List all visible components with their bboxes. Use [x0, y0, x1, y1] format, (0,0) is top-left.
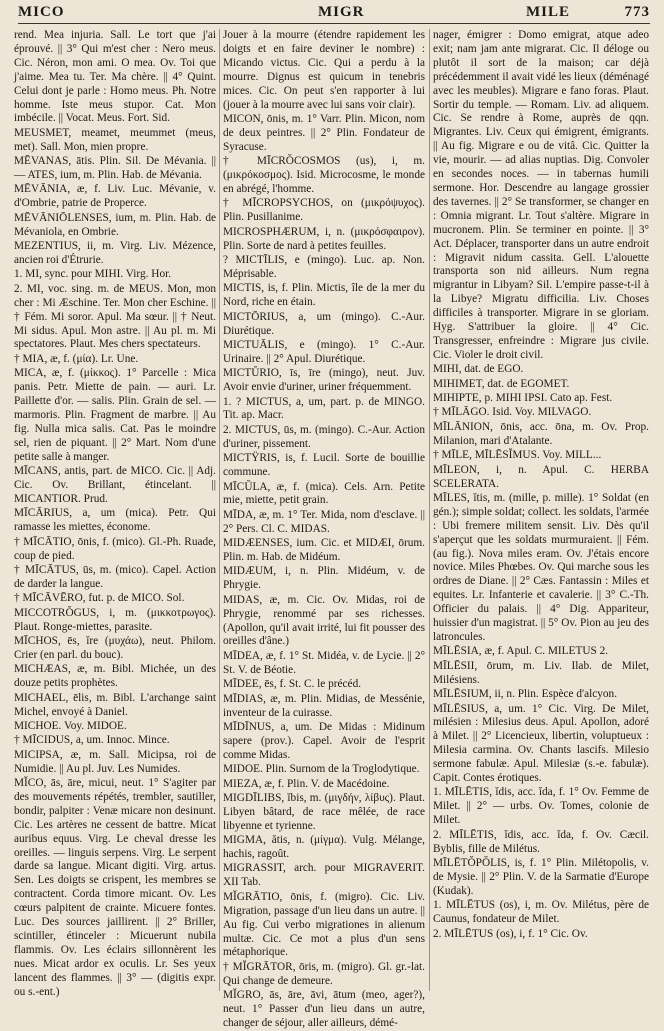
dictionary-entry: MĪLĒSIA, æ, f. Apul. C. MILETUS 2.: [433, 645, 609, 658]
dictionary-entry: MIGRASSIT, arch. pour MIGRAVERIT. XII Tab.: [223, 862, 425, 889]
dictionary-entry: 1. ? MICTUS, a, um, part. p. de MINGO. Tit. ap. Macr.: [223, 395, 425, 422]
dictionary-entry: MIDAS, æ, m. Cic. Ov. Midas, roi de Phrygie, renommé par ses richesses. (Apollon, qu'il avait irrité, lui fit pousser des oreilles d'âne.): [223, 593, 425, 648]
dictionary-entry: 2. MĪLĒTIS, ĭdis, acc. ĭda, f. Ov. Cæcil. Byblis, fille de Milétus.: [433, 828, 649, 855]
dictionary-entry: MICROSPHÆRUM, i, n. (μικρόσφαιρον). Plin. Sorte de nard à petites feuilles.: [223, 225, 425, 252]
header-left-guideword: MICO: [18, 4, 65, 20]
dictionary-entry: † MIA, æ, f. (μία). Lr. Une.: [14, 352, 139, 365]
dictionary-entry: MIGMA, ătis, n. (μίγμα). Vulg. Mélange, hachis, ragoût.: [223, 834, 425, 861]
dictionary-entry: MĒVĀNIA, æ, f. Liv. Luc. Mévanie, v. d'Ombrie, patrie de Properce.: [14, 183, 216, 210]
dictionary-entry: MIGDĪLIBS, ĭbis, m. (μιγδήν, λίβυς). Plaut. Libyen bâtard, de race mêlée, de race libyenne et tyrienne.: [223, 791, 425, 832]
dictionary-entry: † MĪCRŎCOSMOS (us), i, m. (μικρόκοσμος). Isid. Microcosme, le monde en abrégé, l'homme.: [223, 155, 425, 195]
column-1: [14, 29, 216, 998]
dictionary-entry: MĪLĒSIUM, ii, n. Plin. Espèce d'alcyon.: [433, 688, 618, 701]
dictionary-entry: MĪCĀRIUS, a, um (mica). Petr. Qui ramasse les miettes, économe.: [14, 507, 216, 534]
dictionary-entry: 2. MICTUS, ūs, m. (mingo). C.-Aur. Action d'uriner, pissement.: [223, 423, 425, 450]
dictionary-entry: rend. Mea injuria. Sall. Le tort que j'ai éprouvé. || 3° Qui m'est cher : Nero meus. Cic. Néron, mon ami. O mea. Ov. Toi que j'aime. Mea tu. Ter. Ma chère. || 4° Quint. Celui dont je parle : Homo meus. Ph. Notre homme. Iste meus stupor. Cat. Mon imbécile. || Vocat. Meus. Fort. Sid.: [14, 29, 216, 125]
dictionary-entry: † MĪCĀTUS, ūs, m. (mico). Capel. Action de darder la langue.: [14, 563, 216, 590]
column-divider-1: [219, 29, 220, 991]
dictionary-entry: † MĪCROPSYCHOS, on (μικρόψυχος). Plin. Pusillanime.: [223, 197, 425, 224]
dictionary-entry: † MĬGRĀTOR, ōris, m. (migro). Gl. gr.-lat. Qui change de demeure.: [223, 960, 425, 987]
dictionary-entry: MĪDEA, æ, f. 1° St. Midéa, v. de Lycie. || 2° St. V. de Béotie.: [223, 649, 425, 676]
dictionary-entry: MĬGRO, ās, āre, āvi, ātum (meo, ager?), neut. 1° Passer d'un lieu dans un autre, changer de séjour, aller ailleurs, démé-: [223, 989, 425, 1029]
dictionary-entry: 2. MĪLĒTUS (os), i, f. 1° Cic. Ov.: [433, 927, 588, 940]
dictionary-entry: MĪLĀNION, ōnis, acc. ōna, m. Ov. Prop. Milanion, mari d'Atalante.: [433, 420, 649, 447]
dictionary-entry: MEZENTIUS, ii, m. Virg. Liv. Mézence, ancien roi d'Étrurie.: [14, 240, 216, 266]
dictionary-entry: nager, émigrer : Domo emigrat, atque adeo exit; nam jam ante migrarat. Cic. Il déloge ou plutôt il sort de la maison; car déjà précédemment il avait vidé les lieux (déménagé avec les meubles). Migrare e fano foras. Plaut. Sortir du temple. — Romam. Liv. ad aliquem. Cic. Se rendre à Rome, auprès de qqn. Migrantes. Liv. Ceux qui émigrent, émigrants. || Au fig. Migrare e ou de vitâ. Cic. Quitter la vie, mourir. — ad alias nuptias. Dig. Convoler en secondes noces. — in tabernas humili sermone. Hor. Descendre au langage grossier des tavernes. || 2° Se transformer, se changer en : Omnia migrant. Lr. Tout s'altère. Migrare in mucronem. Plin. Se terminer en pointe. || 3° Act. Déplacer, transporter dans un autre endroit : Migravit nidum cassita. Gell. L'alouette transporta son nid ailleurs. Num regna migrantur in Libyam? Sil. L'empire passe-t-il à la Libye? Migratu difficilia. Liv. Choses difficiles à transporter. Migrare in se gloriam. Hyg. S'attribuer la gloire. || 4° Cic. Transgresser, enfreindre : Migrare jus civile. Cic. Violer le droit civil.: [433, 29, 649, 361]
dictionary-entry: MICTŬRIO, īs, īre (mingo), neut. Juv. Avoir envie d'uriner, uriner fréquemment.: [223, 367, 425, 394]
dictionary-entry: MICHAEL, ēlis, m. Bibl. L'archange saint Michel, envoyé à Daniel.: [14, 691, 216, 718]
dictionary-entry: MĪDIAS, æ, m. Plin. Midias, de Messénie, inventeur de la cuirasse.: [223, 692, 425, 719]
dictionary-entry: 1. MĪLĒTIS, ĭdis, acc. ĭda, f. 1° Ov. Femme de Milet. || 2° — urbs. Ov. Tomes, colonie de Milet.: [433, 786, 649, 827]
page-number: 773: [624, 4, 650, 20]
dictionary-entry: MICHOE. Voy. MIDOE.: [14, 719, 127, 732]
dictionary-entry: MĪLES, ĭtis, m. (mille, p. mille). 1° Soldat (en gén.); simple soldat; collect. les soldats, l'armée : Ubi fremere militem sensit. Liv. Dès qu'il s'aperçut que les soldats murmuraient. || Fém. (au fig.). Nova miles eram. Ov. J'étais encore novice. Miles Phœbes. Ov. Qui marche sous les ordres de Diane. || 2° Cæs. Fantassin : Miles et equites. Lr. Infanterie et cavalerie. || 3° C.-Th. Officier du palais. || 4° Dig. Appariteur, huissier d'un magistrat. || 5° Ov. Pion au jeu des latroncules.: [433, 491, 649, 643]
dictionary-entry: MĪCŬLA, æ, f. (mica). Cels. Arn. Petite mie, miette, petit grain.: [223, 480, 425, 507]
column-2: [223, 29, 425, 1029]
dictionary-entry: MICA, æ, f. (μίκκος). 1° Parcelle : Mica panis. Petr. Miette de pain. — auri. Lr. Paillette d'or. — salis. Plin. Grain de sel. — marmoris. Plin. Fragment de marbre. || Au fig. Nulla mica salis. Cat. Pas le moindre sel, rien de piquant. || 2° Mart. Nom d'une petite salle à manger.: [14, 367, 216, 463]
dictionary-entry: MĪLĒTŎPŎLIS, is, f. 1° Plin. Milétopolis, v. de Mysie. || 2° Plin. V. de la Sarmatie d'Europe (Kudak).: [433, 856, 649, 897]
header-right-guideword: MILE: [526, 4, 571, 20]
dictionary-entry: MĪDA, æ, m. 1° Ter. Mida, nom d'esclave. || 2° Pers. Cl. C. MIDAS.: [223, 508, 425, 535]
dictionary-entry: MIHIPTE, p. MIHI IPSI. Cato ap. Fest.: [433, 392, 613, 405]
dictionary-entry: MICHÆAS, æ, m. Bibl. Michée, un des douze petits prophètes.: [14, 663, 216, 690]
dictionary-entry: MICTIS, is, f. Plin. Mictis, île de la mer du Nord, riche en étain.: [223, 282, 425, 309]
dictionary-entry: † MĪCĀTIO, ōnis, f. (mico). Gl.-Ph. Ruade, coup de pied.: [14, 535, 216, 562]
running-header: [18, 4, 650, 24]
dictionary-entry: MICIPSA, æ, m. Sall. Micipsa, roi de Numidie. || Au pl. Juv. Les Numides.: [14, 748, 216, 775]
dictionary-entry: MIDOE. Plin. Surnom de la Troglodytique.: [223, 763, 420, 776]
dictionary-entry: MICTŌRIUS, a, um (mingo). C.-Aur. Diurétique.: [223, 310, 425, 337]
column-divider-2: [429, 29, 430, 991]
dictionary-entry: MĪLĒSII, ōrum, m. Liv. Ilab. de Milet, Milésiens.: [433, 659, 649, 686]
dictionary-entry: 1. MĪLĒTUS (os), i, m. Ov. Milétus, père de Caunus, fondateur de Milet.: [433, 899, 649, 926]
dictionary-entry: MICTUĀLIS, e (mingo). 1° C.-Aur. Urinaire. || 2° Apul. Diurétique.: [223, 338, 425, 365]
dictionary-entry: MIHIMET, dat. de EGOMET.: [433, 377, 570, 390]
dictionary-entry: MĪCANS, antis, part. de MICO. Cic. || Adj. Cic. Ov. Brillant, étincelant. || MICANTIOR. Prud.: [14, 465, 216, 505]
dictionary-entry: MĪDĪNUS, a, um. De Midas : Midinum sapere (prov.). Capel. Avoir de l'esprit comme Midas.: [223, 720, 425, 761]
dictionary-entry: MĪDEE, ēs, f. St. C. le précéd.: [223, 678, 362, 691]
dictionary-entry: MIDÆUM, i, n. Plin. Midéum, v. de Phrygie.: [223, 565, 425, 592]
dictionary-entry: MĒVĀNIŌLENSES, ium, m. Plin. Hab. de Mévaniola, en Ombrie.: [14, 211, 216, 238]
dictionary-entry: † MĪLĀGO. Isid. Voy. MILVAGO.: [433, 406, 592, 419]
dictionary-entry: MIDÆENSES, ium. Cic. et MIDÆI, ōrum. Plin. m. Hab. de Midéum.: [223, 537, 425, 564]
dictionary-entry: † MĪCĀVĒRO, fut. p. de MICO. Sol.: [14, 592, 185, 605]
dictionary-entry: MICON, ōnis, m. 1° Varr. Plin. Micon, nom de deux peintres. || 2° Plin. Fondateur de Syracuse.: [223, 112, 425, 153]
dictionary-entry: MIEZA, æ, f. Plin. V. de Macédoine.: [223, 777, 390, 790]
header-rule: [18, 23, 650, 24]
dictionary-entry: MĪCHOS, ēs, ĭre (μυχάω), neut. Philom. Crier (en parl. du bouc).: [14, 634, 216, 661]
dictionary-entry: ? MICTĪLIS, e (mingo). Luc. ap. Non. Méprisable.: [223, 254, 425, 280]
column-3: [433, 29, 649, 991]
dictionary-entry: MĒVANAS, ātis. Plin. Sil. De Mévania. || — ATES, ium, m. Plin. Hab. de Mévania.: [14, 155, 216, 182]
dictionary-entry: MIHI, dat. de EGO.: [433, 363, 524, 376]
dictionary-entry: Jouer à la mourre (étendre rapidement les doigts et en faire deviner le nombre) : Micando victus. Cic. Qui a perdu à la mourre. Dignus est quicum in tenebris mices. Cic. On peut s'en rapporter à lui (jouer à la mourre avec lui sans voir clair).: [223, 29, 425, 111]
dictionary-entry: 2. MI, voc. sing. m. de MEUS. Mon, mon cher : Mi Æschine. Ter. Mon cher Eschine. || † Fém. Mi soror. Apul. Ma sœur. || † Neut. Mi sidus. Apul. Mon astre. || Au pl. m. Mi spectatores. Plaut. Mes chers spectateurs.: [14, 282, 216, 351]
dictionary-entry: MEUSMET, meamet, meummet (meus, met). Sall. Mon, mien propre.: [14, 126, 216, 153]
dictionary-entry: MICCOTRŎGUS, i, m. (μικκοτρωγος). Plaut. Ronge-miettes, parasite.: [14, 606, 216, 633]
header-center-guideword: MIGR: [318, 4, 365, 20]
dictionary-entry: † MĪLE, MĪLĒSĬMUS. Voy. MILL...: [433, 449, 602, 462]
dictionary-entry: MĪLĒSIUS, a, um. 1° Cic. Virg. De Milet, milésien : Milesius deus. Apul. Apollon, adoré à Milet. || 2° Licencieux, libertin, voluptueux : Milesia carmina. Ov. Chants lascifs. Milesio sermone fabulæ. Apul. Milesiæ (s.-e. fabulæ). Capit. Contes érotiques.: [433, 702, 649, 785]
dictionary-entry: † MĪCIDUS, a, um. Innoc. Mince.: [14, 734, 170, 747]
dictionary-entry: 1. MI, sync. pour MIHI. Virg. Hor.: [14, 268, 172, 281]
dictionary-entry: MĬGRĀTIO, ōnis, f. (migro). Cic. Liv. Migration, passage d'un lieu dans un autre. || Au fig. Cui verbo migrationes in alienum multæ. Cic. Ce mot a plus d'un sens métaphorique.: [223, 890, 425, 959]
dictionary-entry: MICTŸRIS, is, f. Lucil. Sorte de bouillie commune.: [223, 452, 425, 479]
dictionary-entry: MĪLEON, i, n. Apul. C. HERBA SCELERATA.: [433, 463, 649, 490]
dictionary-entry: MĬCO, ās, āre, micui, neut. 1° S'agiter par des mouvements répétés, trembler, sautiller, bondir, palpiter : Venæ micare non desinunt. Cic. Les artères ne cessent de battre. Micat auribus equus. Virg. Le cheval dresse les oreilles. — linguis serpens. Virg. Le serpent darde sa langue. Micant digiti. Virg. artus. Sen. Les doigts se crispent, les membres se contractent. Corda timore micant. Ov. Les cœurs palpitent de crainte. Micuere fontes. Luc. Des sources jaillirent. || 2° Briller, scintiller, étinceler : Micuerunt nubila flammis. Ov. Les éclairs sillonnèrent les nues. Micat ardor ex oculis. Lr. Ses yeux lancent des flammes. || 3° — (digitis expr. ou s.-ent.): [14, 777, 216, 998]
